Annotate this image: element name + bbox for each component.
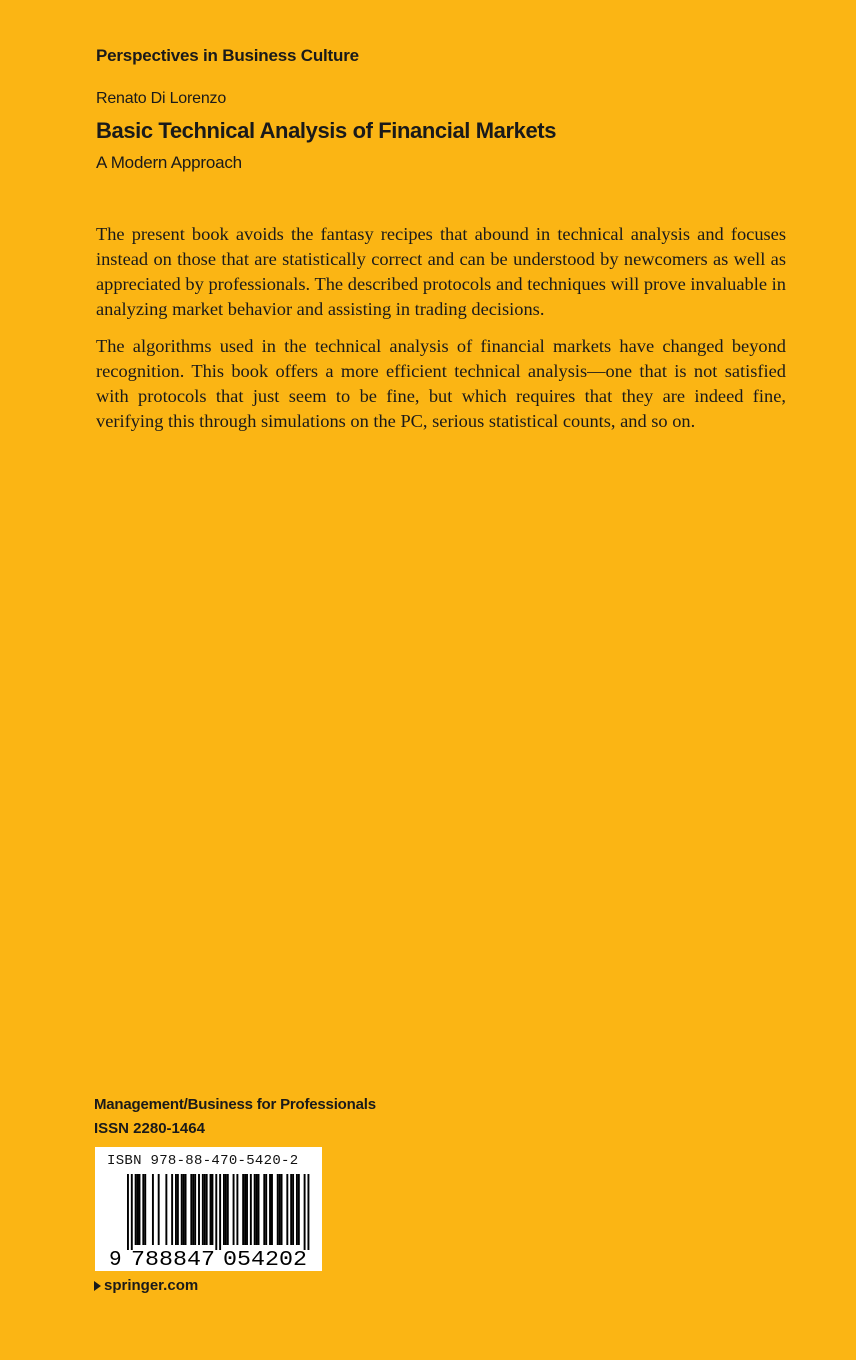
barcode-bar <box>265 1174 267 1245</box>
blurb-paragraph-2: The algorithms used in the technical analysis of financial markets have changed beyond recognition. This book offers a more efficient technical analysis—one that is not satisfied with protocols that just seem to be fine, but which requires that they are indeed fine, verifying this through simulations on the PC, serious statistical counts, and so on. <box>96 336 786 431</box>
barcode-bar <box>246 1174 248 1245</box>
barcode-bar <box>277 1174 279 1245</box>
barcode-bar <box>202 1174 204 1245</box>
barcode-bar <box>192 1174 194 1245</box>
barcode-bar <box>183 1174 185 1245</box>
barcode-bar <box>142 1174 144 1245</box>
barcode-bar <box>175 1174 177 1245</box>
barcode-bar <box>225 1174 227 1245</box>
barcode-bar <box>190 1174 192 1245</box>
springer-link[interactable] <box>94 1277 198 1294</box>
barcode-bar <box>250 1174 252 1245</box>
issn-label: ISSN 2280-1464 <box>94 1120 205 1137</box>
barcode-bar <box>215 1174 217 1250</box>
barcode-bar <box>223 1174 225 1245</box>
barcode-bar <box>281 1174 283 1245</box>
barcode-bar <box>127 1174 129 1250</box>
blurb-paragraph-1: The present book avoids the fantasy recipes that abound in technical analysis and focuses instead on those that are statistically correct and can be understood by newcomers as well as appreciated by professionals. The described protocols and techniques will prove invaluable in analyzing market behavior and assisting in trading decisions. <box>96 224 786 319</box>
barcode-bar <box>185 1174 187 1245</box>
barcode-bar <box>198 1174 200 1245</box>
barcode-bar <box>206 1174 208 1245</box>
barcode-bar <box>292 1174 294 1245</box>
barcode-bar <box>290 1174 292 1245</box>
barcode-bar <box>211 1174 213 1245</box>
barcode-bar <box>307 1174 309 1250</box>
barcode-digits-right: 054202 <box>223 1249 307 1271</box>
springer-website: springer.com <box>104 1277 199 1294</box>
barcode-bar <box>242 1174 244 1245</box>
barcode-digits-left: 788847 <box>131 1249 215 1271</box>
barcode-bar <box>158 1174 160 1245</box>
book-title: Basic Technical Analysis of Financial Markets <box>96 118 557 143</box>
barcode-icon <box>95 1147 322 1271</box>
arrow-right-icon <box>94 1281 101 1291</box>
barcode-bar <box>254 1174 256 1245</box>
barcode-bar <box>144 1174 146 1245</box>
barcode-bar <box>177 1174 179 1245</box>
barcode-bar <box>296 1174 298 1245</box>
barcode-bar <box>137 1174 139 1245</box>
isbn-text: ISBN 978-88-470-5420-2 <box>107 1153 299 1169</box>
barcode-bar <box>210 1174 212 1245</box>
barcode-bar <box>304 1174 306 1250</box>
barcode-bar <box>135 1174 137 1245</box>
barcode-digit-lead: 9 <box>109 1249 122 1271</box>
barcode-bar <box>279 1174 281 1245</box>
barcode-bar <box>298 1174 300 1245</box>
barcode-bar <box>227 1174 229 1245</box>
barcode-bar <box>236 1174 238 1245</box>
barcode-bar <box>139 1174 141 1245</box>
barcode-bar <box>194 1174 196 1245</box>
barcode-bar <box>165 1174 167 1245</box>
barcode-bar <box>181 1174 183 1245</box>
barcode-bar <box>271 1174 273 1245</box>
barcode-bar <box>233 1174 235 1245</box>
blurb <box>96 222 786 446</box>
barcode-bar <box>286 1174 288 1245</box>
barcode-bar <box>171 1174 173 1245</box>
series-name: Perspectives in Business Culture <box>96 46 359 65</box>
category-label: Management/Business for Professionals <box>94 1096 376 1113</box>
barcode-bar <box>263 1174 265 1245</box>
barcode-bar <box>258 1174 260 1245</box>
barcode-bar <box>152 1174 154 1245</box>
barcode-bar <box>256 1174 258 1245</box>
book-subtitle: A Modern Approach <box>96 153 242 172</box>
barcode-bar <box>269 1174 271 1245</box>
barcode-bar <box>131 1174 133 1250</box>
barcode-bar <box>244 1174 246 1245</box>
barcode-box <box>95 1147 322 1271</box>
author-name: Renato Di Lorenzo <box>96 90 227 107</box>
barcode-bar <box>219 1174 221 1250</box>
barcode-bar <box>204 1174 206 1245</box>
